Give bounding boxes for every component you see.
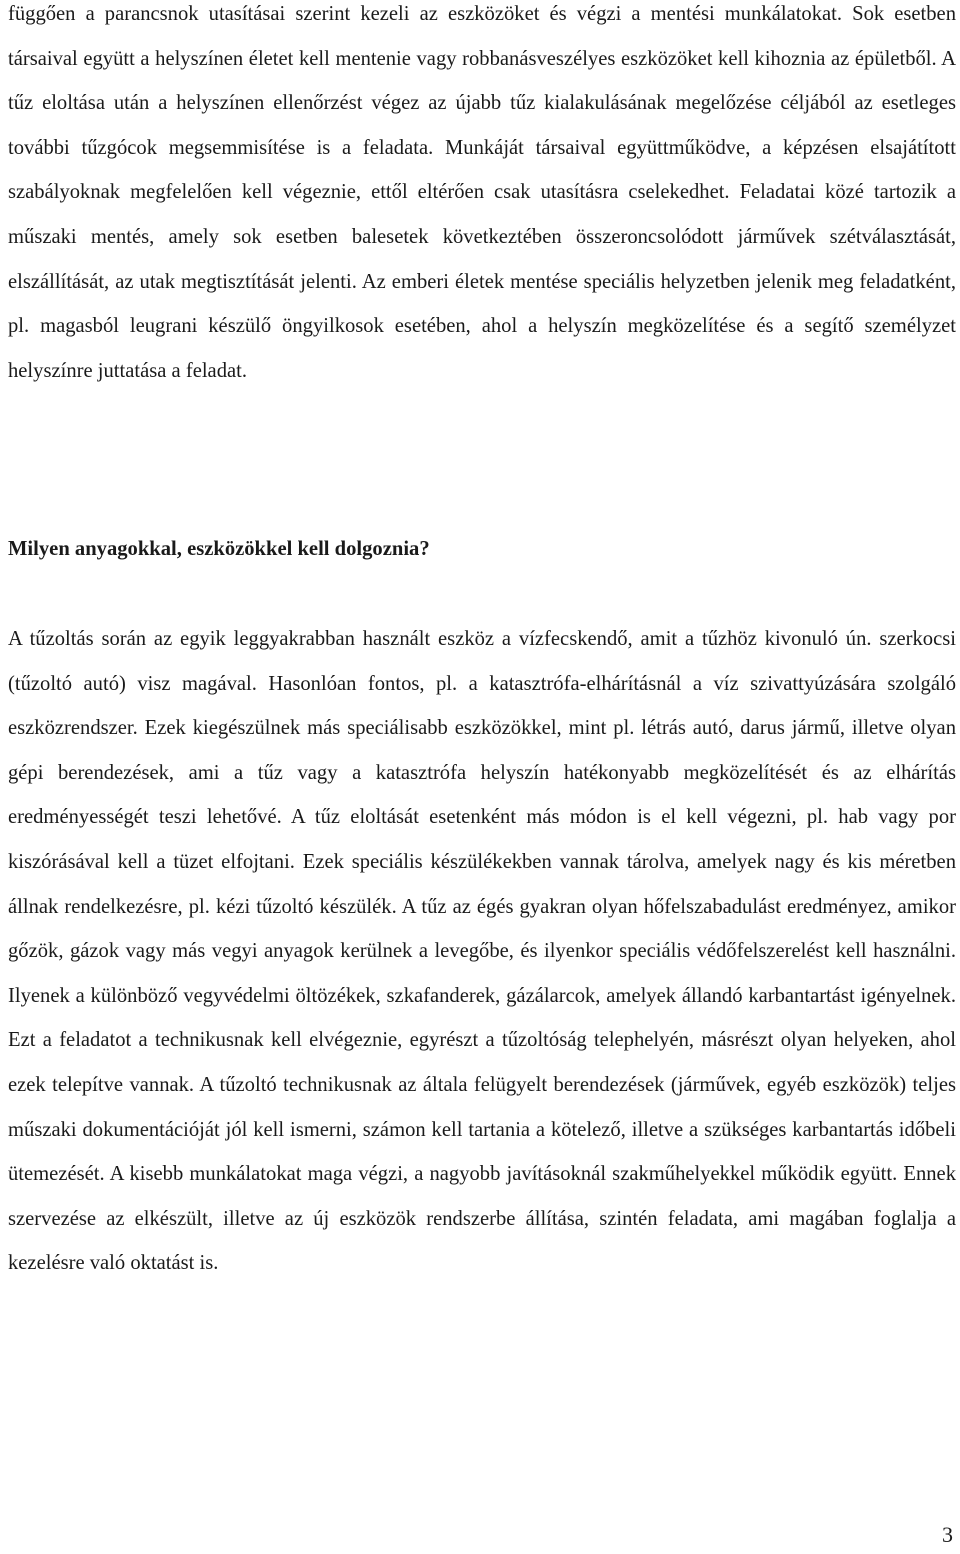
body-paragraph-2: A tűzoltás során az egyik leggyakrabban használt eszköz a vízfecskendő, amit a tűzhöz kivonuló ún. szerkocsi (tűzoltó autó) visz magával. Hasonlóan fontos, pl. a katasztrófa-elhárításnál a víz szivattyúzására szolgáló eszközrendszer. Ezek kiegészülnek más speciálisabb eszközökkel, mint pl. létrás autó, darus jármű, illetve olyan gépi berendezések, ami a tűz vagy a katasztrófa helyszín hatékonyabb megközelítését és az elhárítás eredményességét teszi lehetővé. A tűz eloltását esetenként más módon is el kell végezni, pl. hab vagy por kiszórásával kell a tüzet elfojtani. Ezek speciális készülékekben vannak tárolva, amelyek nagy és kis méretben állnak rendelkezésre, pl. kézi tűzoltó készülék. A tűz az égés gyakran olyan hőfelszabadulást eredményez, amikor gőzök, gázok vagy más vegyi anyagok kerülnek a levegőbe, és ilyenkor speciális védőfelszerelést kell használni. Ilyenek a különböző vegyvédelmi öltözékek, szkafanderek, gázálarcok, amelyek állandó karbantartást igényelnek. Ezt a feladatot a technikusnak kell elvégeznie, egyrészt a tűzoltóság telephelyén, másrészt olyan helyeken, ahol ezek telepítve vannak. A tűzoltó technikusnak az általa felügyelt berendezések (járművek, egyéb eszközök) teljes műszaki dokumentációját jól kell ismerni, számon kell tartania a kötelező, illetve a szükséges karbantartás időbeli ütemezését. A kisebb munkálatokat maga végzi, a nagyobb javításoknál szakműhelyekkel működik együtt. Ennek szervezése az elkészült, illetve az új eszközök rendszerbe állítása, szintén feladata, ami magában foglalja a kezelésre való oktatást is. <box>8 628 956 1275</box>
section-heading: Milyen anyagokkal, eszközökkel kell dolgoznia? <box>8 538 430 560</box>
page-number: 3 <box>942 1522 953 1547</box>
body-paragraph-1: függően a parancsnok utasításai szerint kezeli az eszközöket és végzi a mentési munkálatokat. Sok esetben társaival együtt a helyszínen életet kell mentenie vagy robbanásveszélyes eszközöket kell kihoznia az épületből. A tűz eloltása után a helyszínen ellenőrzést végez az újabb tűz kialakulásának megelőzése céljából az esetleges további tűzgócok megsemmisítése is a feladata. Munkáját társaival együttműködve, a képzésen elsajátított szabályoknak megfelelően kell végeznie, ettől eltérően csak utasításra cselekedhet. Feladatai közé tartozik a műszaki mentés, amely sok esetben balesetek következtében összeroncsolódott járművek szétválasztását, elszállítását, az utak megtisztítását jelenti. Az emberi életek mentése speciális helyzetben jelenik meg feladatként, pl. magasból leugrani készülő öngyilkosok esetében, ahol a helyszín megközelítése és a segítő személyzet helyszínre juttatása a feladat. <box>8 3 956 382</box>
